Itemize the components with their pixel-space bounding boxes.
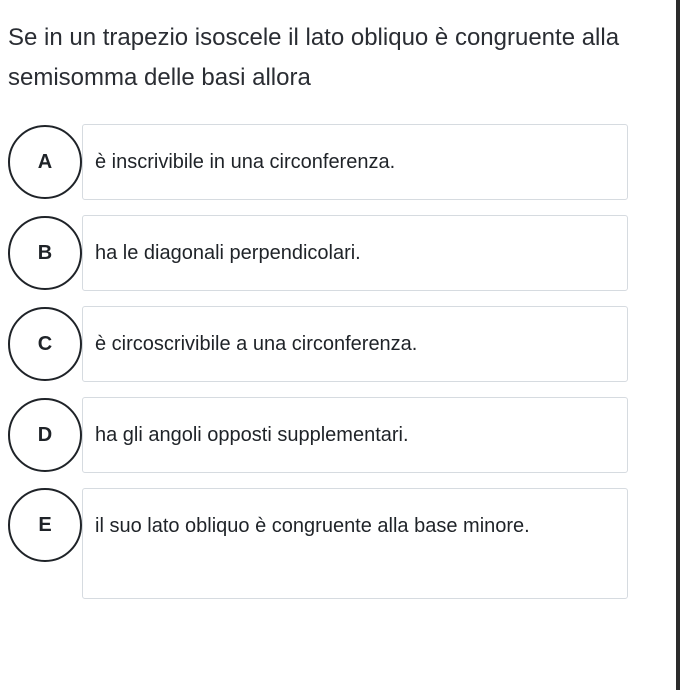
option-letter-b[interactable]: B: [8, 216, 82, 290]
option-letter-d[interactable]: D: [8, 398, 82, 472]
option-text-d[interactable]: ha gli angoli opposti supplementari.: [82, 397, 628, 473]
option-text-a[interactable]: è inscrivibile in una circonferenza.: [82, 124, 628, 200]
option-text-b[interactable]: ha le diagonali perpendicolari.: [82, 215, 628, 291]
option-b[interactable]: [8, 215, 628, 291]
option-text-e[interactable]: il suo lato obliquo è congruente alla base minore.: [82, 488, 628, 599]
option-c[interactable]: [8, 306, 628, 382]
question-text: Se in un trapezio isoscele il lato obliquo è congruente alla semisomma delle basi allora: [8, 24, 620, 91]
option-letter-a[interactable]: A: [8, 125, 82, 199]
window-edge: [676, 0, 680, 690]
option-a[interactable]: [8, 124, 628, 200]
option-text-c[interactable]: è circoscrivibile a una circonferenza.: [82, 306, 628, 382]
option-e[interactable]: [8, 488, 628, 599]
option-letter-e[interactable]: E: [8, 488, 82, 562]
option-letter-c[interactable]: C: [8, 307, 82, 381]
option-d[interactable]: [8, 397, 628, 473]
